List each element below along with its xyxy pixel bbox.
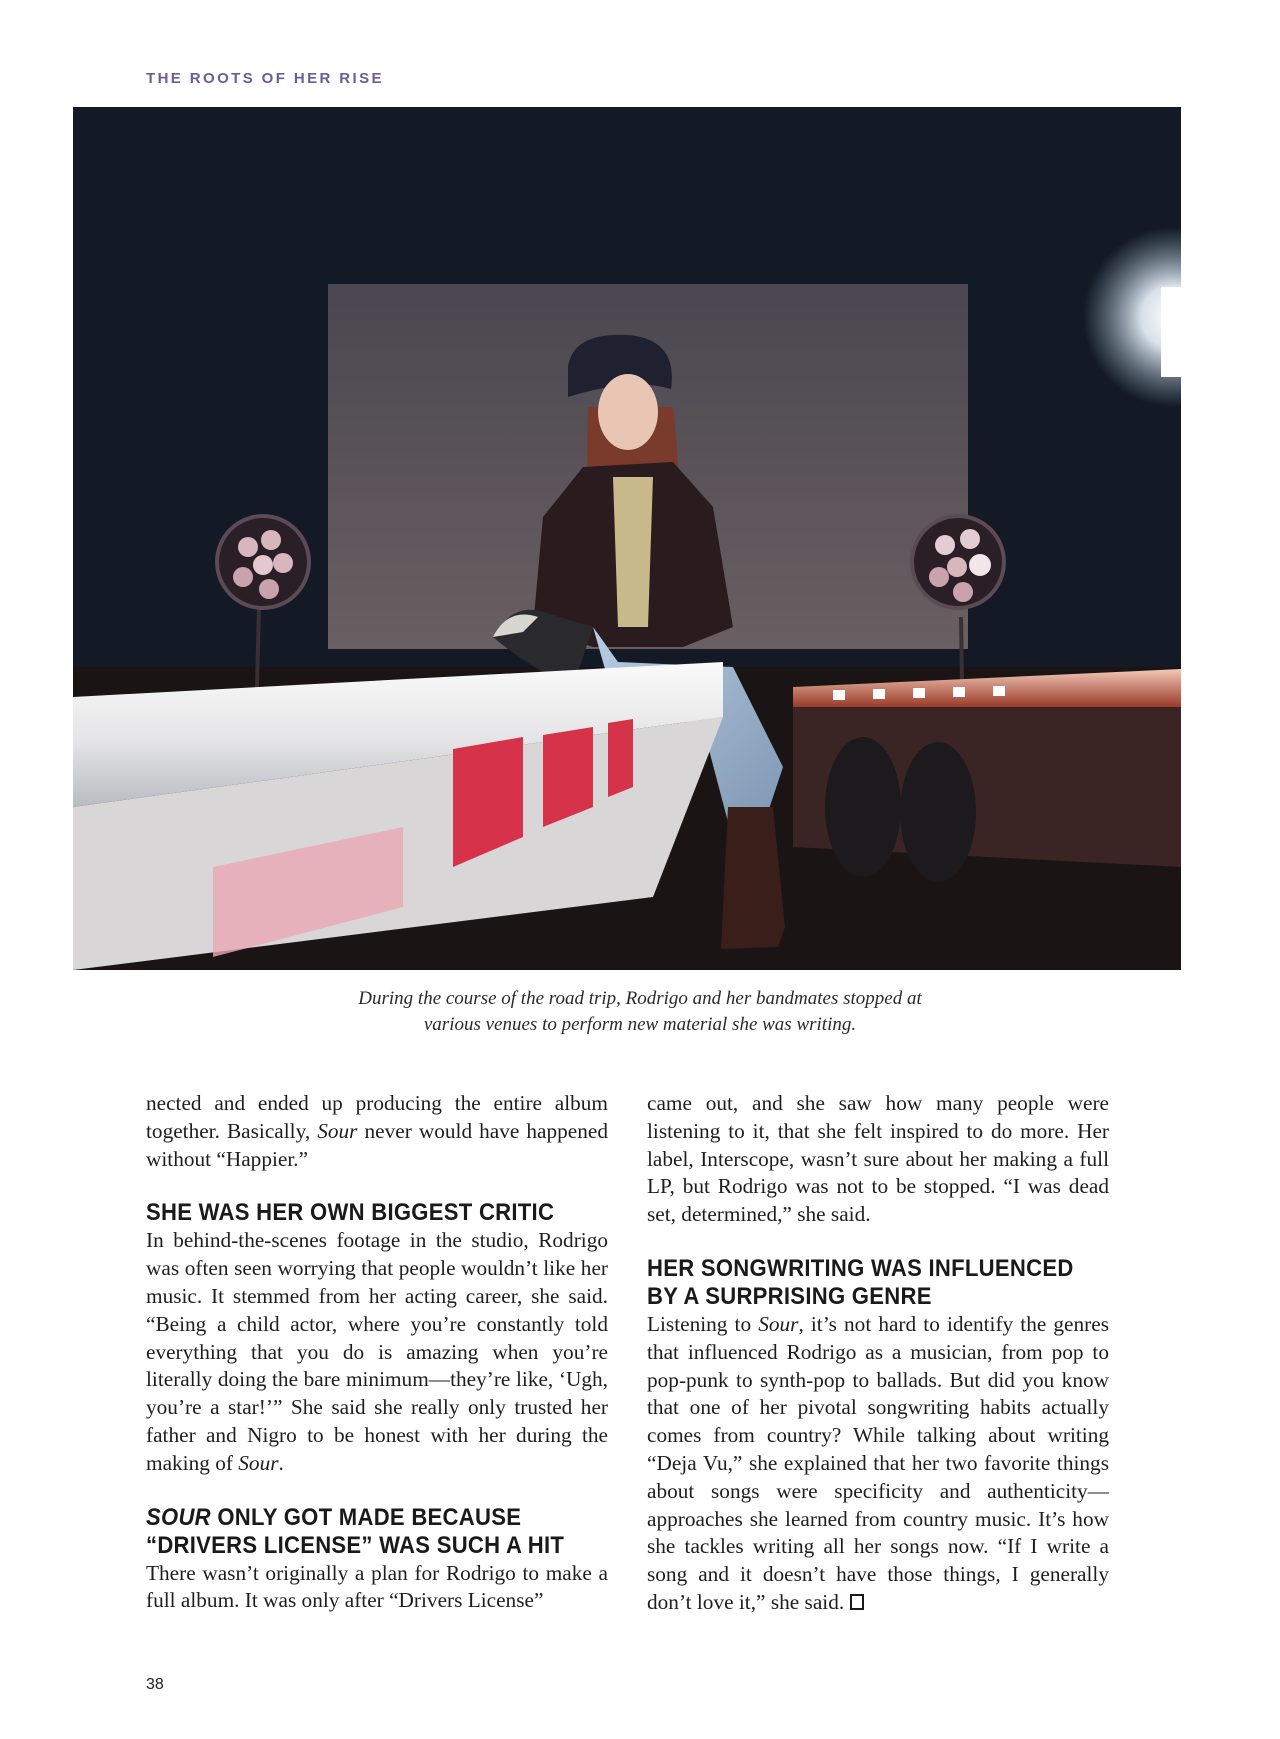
- page-number: 38: [146, 1676, 164, 1693]
- caption-line: various venues to perform new material she was writing.: [423, 1014, 857, 1035]
- album-title: Sour: [238, 1450, 279, 1475]
- text-run: , it’s not hard to identify the genres that influenced Rodrigo as a musician, from pop to pop-punk to synth-pop to ballads. But did you know that one of her pivotal songwriting habits actually comes from country? While talking about writing “Deja Vu,” she explained that her two favorite things about songs were specificity and authenticity—approaches she learned from country music. It’s how she tackles writing all her songs now. “If I write a song and it doesn’t have those things, I generally don’t love it,” she said.: [647, 1311, 1109, 1614]
- body-paragraph: [647, 1311, 1109, 1617]
- text-run: Listening to: [647, 1311, 759, 1336]
- album-title: Sour: [758, 1311, 799, 1336]
- text-run: In behind-the-scenes footage in the studio, Rodrigo was often seen worrying that people wouldn’t like her music. It stemmed from her acting career, she said. “Being a child actor, where you’re constantly told everything that you do is amazing when you’re literally doing the bare minimum—they’re like, ‘Ugh, you’re a star!’” She said she really only trusted her father and Nigro to be honest with her during the making of: [146, 1228, 608, 1475]
- feature-photo: [73, 107, 1181, 970]
- body-paragraph: came out, and she saw how many people were listening to it, that she felt inspired to do more. Her label, Interscope, wasn’t sure about her making a full LP, but Rodrigo was not to be stopped. “I was dead set, determined,” she said.: [647, 1091, 1109, 1227]
- caption-line: During the course of the road trip, Rodrigo and her bandmates stopped at: [358, 988, 922, 1009]
- text-run: nected and ended up producing the entire album together. Basically,: [146, 1091, 608, 1143]
- text-run: never would have happened without “Happier.”: [146, 1118, 608, 1171]
- album-title: SOUR: [146, 1503, 211, 1531]
- body-paragraph: [146, 1227, 608, 1477]
- body-paragraph: There wasn’t originally a plan for Rodrigo to make a full album. It was only after “Drivers License”: [146, 1560, 608, 1613]
- photo-caption: [200, 986, 1080, 1038]
- heading-text: ONLY GOT MADE BECAUSE: [210, 1503, 522, 1531]
- section-heading: SHE WAS HER OWN BIGGEST CRITIC: [146, 1199, 555, 1227]
- right-column: [647, 1090, 1109, 1617]
- section-heading: HER SONGWRITING WAS INFLUENCED: [647, 1254, 1074, 1282]
- running-head: THE ROOTS OF HER RISE: [146, 70, 384, 87]
- end-of-article-icon: [850, 1594, 864, 1610]
- section-heading-line2: BY A SURPRISING GENRE: [647, 1282, 932, 1310]
- body-paragraph: [146, 1090, 608, 1173]
- text-run: .: [278, 1450, 284, 1475]
- section-heading: [146, 1504, 571, 1532]
- album-title: Sour: [317, 1118, 358, 1143]
- section-heading-line2: “DRIVERS LICENSE” WAS SUCH A HIT: [146, 1531, 565, 1559]
- left-column: [146, 1090, 608, 1615]
